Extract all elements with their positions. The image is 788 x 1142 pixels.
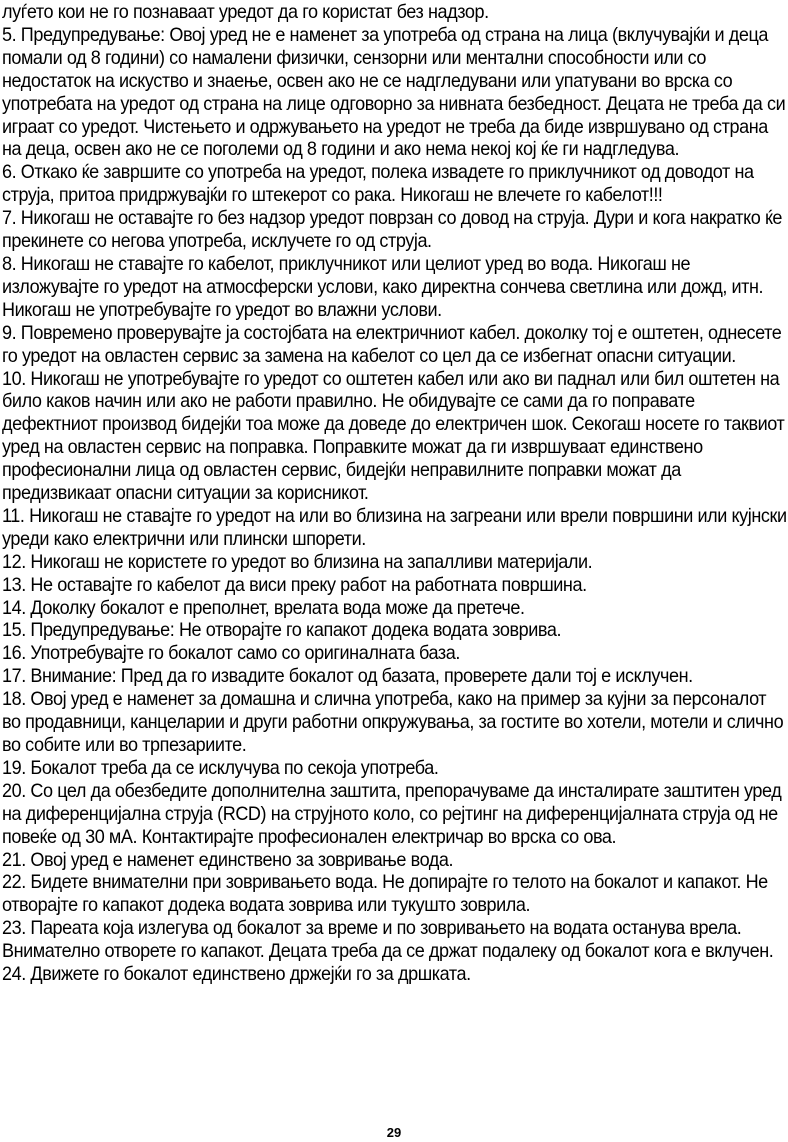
paragraph-item-11: 11. Никогаш не ставајте го уредот на или во близина на загреани или врели површини или кујнски уреди како електрични или плински шпорети.: [2, 504, 787, 550]
paragraph-item-12: 12. Никогаш не користете го уредот во близина на запалливи материјали.: [2, 550, 593, 573]
paragraph-item-14: 14. Доколку бокалот е преполнет, врелата вода може да претече.: [2, 596, 525, 619]
paragraph-item-15: 15. Предупредување: Не отворајте го капакот додека водата зоврива.: [2, 619, 562, 642]
document-body: [2, 1, 788, 986]
paragraph-item-21: 21. Овој уред е наменет единствено за зовривање вода.: [2, 848, 454, 871]
paragraph-item-10: 10. Никогаш не употребувајте го уредот со оштетен кабел или ако ви паднал или бил оштетен на било каков начин или ако не работи правилно. Не обидувајте се сами да го поправате дефектниот производ бидејќи тоа може да доведе до електричен шок. Секогаш носете го таквиот уред на овластен сервис на поправка. Поправките можат да ги извршуваат единствено професионални лица од овластен сервис, бидејќи неправилните поправки можат да предизвикаат опасни ситуации за корисникот.: [2, 367, 785, 505]
paragraph-item-20: 20. Со цел да обезбедите дополнителна заштита, препорачуваме да инсталирате заштитен уред на диференцијална струја (RCD) на струјното коло, со рејтинг на диференцијалната струја од не повеќе од 30 мА. Контактирајте професионален електричар во врска со ова.: [2, 779, 782, 848]
paragraph-item-5: 5. Предупредување: Овој уред не е наменет за употреба од страна на лица (вклучувајќи и деца помали од 8 години) со намалени физички, сензорни или ментални способности или со недостаток на искуство и знаење, освен ако не се надгледувани или упатувани во врска со употребата на уредот од страна на лице одговорно за нивната безбедност. Децата не треба да си играат со уредот. Чистењето и одржувањето на уредот не треба да биде извршувано од страна на деца, освен ако не се поголеми од 8 години и ако нема некој кој ќе ги надгледува.: [2, 23, 786, 161]
paragraph-item-24: 24. Движете го бокалот единствено држејќи го за дршката.: [2, 963, 471, 986]
paragraph-item-9: 9. Повремено проверувајте ја состојбата на електричниот кабел. доколку тој е оштетен, однесете го уредот на овластен сервис за замена на кабелот со цел да се избегнат опасни ситуации.: [2, 321, 782, 367]
paragraph-item-23: 23. Пареата која излегува од бокалот за време и по зовривањето на водата останува врела. Внимателно отворете го капакот. Децата треба да се држат подалеку од бокалот кога е вклучен.: [2, 917, 774, 963]
paragraph-item-6: 6. Откако ќе завршите со употреба на уредот, полека извадете го приклучникот од доводот на струја, притоа придржувајќи го штекерот со рака. Никогаш не влечете го кабелот!!!: [2, 161, 754, 207]
paragraph-continuation: луѓето кои не го познаваат уредот да го користат без надзор.: [2, 1, 489, 23]
paragraph-item-7: 7. Никогаш не оставајте го без надзор уредот поврзан со довод на струја. Дури и кога накратко ќе прекинете со негова употреба, исклучете го од струја.: [2, 207, 783, 253]
paragraph-item-22: 22. Бидете внимателни при зовривањето вода. Не допирајте го телото на бокалот и капакот. Не отворајте го капакот додека водата зоврива или тукушто зоврила.: [2, 871, 768, 917]
paragraph-item-8: 8. Никогаш не ставајте го кабелот, приклучникот или целиот уред во вода. Никогаш не изложувајте го уредот на атмосферски услови, како директна сончева светлина или дожд, итн. Никогаш не употребувајте го уредот во влажни услови.: [2, 252, 764, 321]
paragraph-item-16: 16. Употребувајте го бокалот само со оригиналната база.: [2, 642, 460, 665]
page-number: 29: [386, 1125, 402, 1140]
paragraph-item-13: 13. Не оставајте го кабелот да виси преку работ на работната површина.: [2, 573, 587, 596]
paragraph-item-17: 17. Внимание: Пред да го извадите бокалот од базата, проверете дали тој е исклучен.: [2, 665, 693, 688]
paragraph-item-18: 18. Овој уред е наменет за домашна и слична употреба, како на пример за кујни за персоналот во продавници, канцеларии и други работни опкружувања, за гостите во хотели, мотели и слично во собите или во трпезариите.: [2, 688, 784, 756]
paragraph-item-19: 19. Бокалот треба да се исклучува по секоја употреба.: [2, 756, 439, 779]
